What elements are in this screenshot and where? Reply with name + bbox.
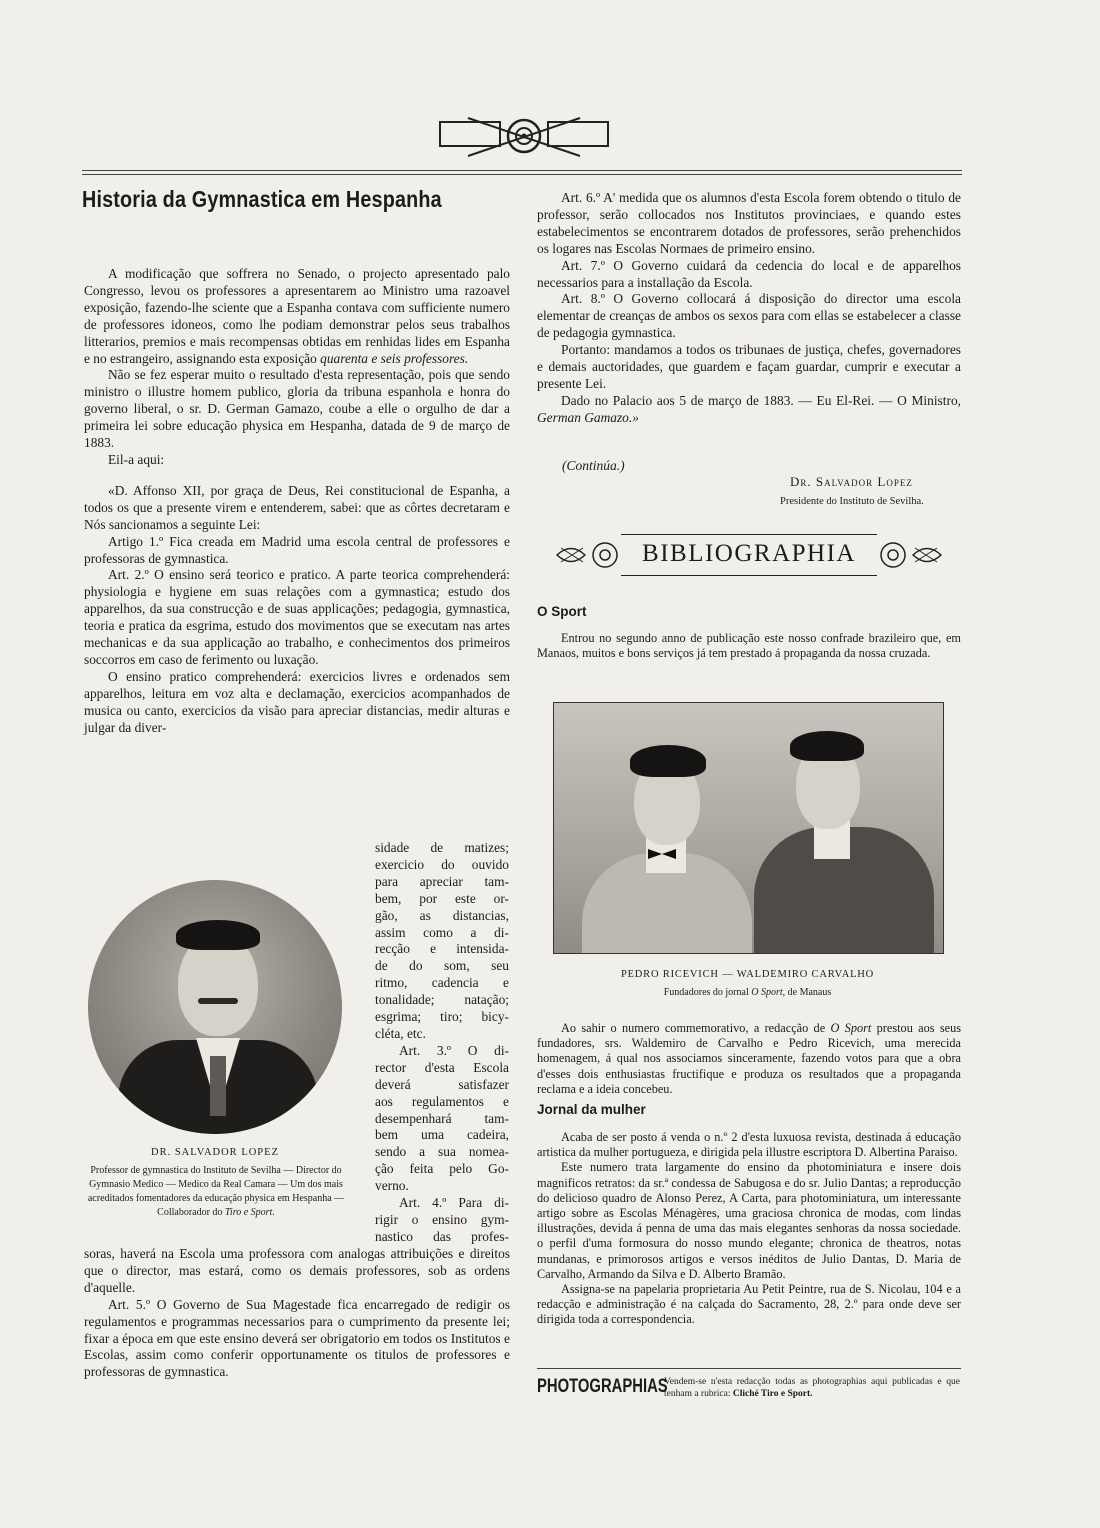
narrow-text-column — [375, 840, 509, 1246]
narrow-text-line: cléta, etc. — [375, 1025, 426, 1041]
narrow-text-line: esgrima; tiro; bicy- — [375, 1009, 509, 1025]
portrait-caption: Professor de gymnastica do Instituto de Sevilha — Director do Gymnasio Medico — Medico da Real Camara — Um dos mais acreditados fomentadores da educação physica em Hespanha — Collaborador do Tiro e Sport. — [87, 1165, 345, 1218]
photo-names: PEDRO RICEVICH — WALDEMIRO CARVALHO — [620, 969, 875, 980]
narrow-text-line: deverá satisfazer — [375, 1076, 509, 1092]
footer-rule — [537, 1368, 961, 1369]
left-column — [84, 266, 510, 736]
portrait-name: DR. SALVADOR LOPEZ — [151, 1147, 279, 1158]
narrow-text-line: nastico das profes- — [375, 1228, 509, 1244]
article-paragraph: Não se fez esperar muito o resultado d'esta representação, pois que sendo ministro o illustre homem publico, gloria da tribuna espanhola e honra do governo liberal, o sr. D. German Gamazo, coube a elle o orgulho de dar a primeira lei sobre educação physica em Hespanha, datada de 9 de março de 1883. — [84, 367, 510, 451]
law-article: Art. 2.º O ensino será teorico e pratico. A parte teorica comprehenderá: physiologia e hygiene em suas relações com a gymnastica; estudo dos apparelhos, da sua construcção e de suas applicações; pedagogia, gymnastica, teoria e pratica da esgrima, estudo dos movimentos que se executam nas artes mechanicas e da sua applicação ao trabalho, e conhecimentos dos primeiros soccorros em caso de ferimento ou luxação. — [84, 567, 510, 667]
article-author: Dr. Salvador Lopez — [790, 474, 913, 489]
o-sport-text: Entrou no segundo anno de publicação este nosso confrade brazileiro que, em Manaos, muitos e bons serviços já tem prestado á propaganda da nossa cruzada. — [537, 631, 961, 661]
narrow-text-line: desempenhará tam- — [375, 1110, 509, 1126]
narrow-text-line: bem, por este or- — [375, 890, 509, 906]
narrow-text-line: ritmo, cadencia e — [375, 975, 509, 991]
portrait-salvador-lopez — [88, 880, 342, 1134]
law-article: Art. 5.º O Governo de Sua Magestade fica encarregado de redigir os regulamentos e programmas necessarios para o cumprimento da presente lei; fixar a época em que este ensino deverá ser obrigatorio em todos os Institutos e Escolas, assim como conferir opportunamente os titulos de professores e professoras de gymnastica. — [84, 1296, 510, 1380]
law-preamble: «D. Affonso XII, por graça de Deus, Rei constitucional de Espanha, a todos os que a presente virem e entenderem, sabei: que as côrtes decretaram e Nós sancionamos a seguinte Lei: — [84, 482, 510, 532]
narrow-text-line: rigir o ensino gym- — [375, 1211, 509, 1227]
narrow-text-line: sendo a sua nomea- — [375, 1144, 509, 1160]
law-article: O ensino pratico comprehenderá: exercicios livres e ordenados sem apparelhos, leitura em voz alta e declamação, exercicios acompanhados de musica ou canto, exercicios da visão para apreciar distancias, medir alturas e julgar da diver- — [84, 668, 510, 735]
left-column-continued — [84, 1246, 510, 1381]
bibliographia-title: BIBLIOGRAPHIA — [642, 540, 856, 567]
narrow-text-line: verno. — [375, 1178, 409, 1194]
narrow-text-line: assim como a di- — [375, 924, 509, 940]
masthead-rule-bottom — [82, 174, 962, 175]
narrow-text-line: sidade de matizes; — [375, 840, 509, 855]
law-article: soras, haverá na Escola uma professora com analogas attribuições e direitos que o director, mas estará, como os demais professores, sob as ordens d'aquelle. — [84, 1246, 510, 1295]
article-paragraph: Eil-a aqui: — [108, 451, 165, 467]
law-article: Art. 8.º O Governo collocará á disposição do director uma escola elementar de creanças de ambos os sexos para com ellas se estabelecer a classe de pedagogia gymnastica. — [537, 291, 961, 341]
section-title-o-sport: O Sport — [537, 604, 587, 619]
bibliographia-header — [555, 530, 943, 580]
narrow-text-line: para apreciar tam- — [375, 873, 509, 889]
law-article: Artigo 1.º Fica creada em Madrid uma escola central de professores e professoras de gymnastica. — [84, 533, 510, 566]
narrow-text-line: aos regulamentos e — [375, 1093, 509, 1109]
photo-founders — [553, 702, 944, 954]
narrow-text-line: de do som, seu — [375, 958, 509, 974]
narrow-text-line: ção feita pelo Go- — [375, 1161, 509, 1177]
photo-caption: Fundadores do jornal O Sport, de Manaus — [663, 987, 832, 998]
right-column — [537, 190, 961, 427]
law-article: Dado no Palacio aos 5 de março de 1883. — Eu El-Rei. — O Ministro, German Gamazo.» — [537, 392, 961, 425]
law-article: Art. 6.º A' medida que os alumnos d'esta Escola forem obtendo o titulo de professor, serão collocados nos Institutos provinciaes, e quando estes estabelecimentos se encontrarem dotados de professores, serão prehenchidos os logares nas Escolas Normaes de primeiro ensino. — [537, 190, 961, 256]
narrow-text-line: Art. 4.º Para di- — [399, 1195, 509, 1211]
law-article: Portanto: mandamos a todos os tribunaes de justiça, chefes, governadores e demais auctoridades, que guardem e façam guardar, cumprir e executar a presente Lei. — [537, 342, 961, 391]
continua-note: (Continúa.) — [562, 458, 625, 473]
narrow-text-line: recção e intensida- — [375, 941, 509, 957]
narrow-text-line: exercicio do ouvido — [375, 856, 509, 872]
masthead-rule-top — [82, 170, 962, 171]
ornament-right-icon — [877, 538, 943, 572]
law-article: Art. 7.º O Governo cuidará da cedencia do local e de apparelhos necessarios para a installação da Escola. — [537, 257, 961, 290]
section-title-jornal-da-mulher: Jornal da mulher — [537, 1102, 646, 1117]
article-title: Historia da Gymnastica em Hespanha — [82, 186, 442, 212]
narrow-text-line: gão, as distancias, — [375, 907, 509, 923]
narrow-text-line: Art. 3.º O di- — [399, 1042, 509, 1058]
article-paragraph: A modificação que soffrera no Senado, o projecto apresentado palo Congresso, levou os professores a apresentarem ao Ministro uma razoavel exposição, fazendo-lhe sciente que a Espanha contava com sufficiente numero de professores idoneos, como lhe podiam demonstrar pelos seus trabalhos litterarios, premios e mais recompensas obtidas em renhidas lides em Espanha e no estrangeiro, assignando esta exposição quarenta e seis professores. — [84, 266, 510, 366]
article-author-role: Presidente do Instituto de Sevilha. — [780, 496, 924, 507]
ornament-left-icon — [555, 538, 621, 572]
footer-label: PHOTOGRAPHIAS — [537, 1376, 668, 1397]
narrow-text-line: bem uma cadeira, — [375, 1127, 509, 1143]
footer-text: Vendem-se n'esta redacção todas as photographias aqui publicadas e que tenham a rubrica: Cliché Tiro e Sport. — [664, 1377, 960, 1399]
masthead-logo — [438, 116, 610, 160]
jornal-da-mulher-text: Acaba de ser posto á venda o n.º 2 d'esta luxuosa revista, destinada á educação artistica da mulher portugueza, e dirigida pela illustre escriptora D. Albertina Paraiso. Este numero trata largamente do ensino da photominiatura e insere dois magnificos retratos: da sr.ª condessa de Sabugosa e do sr. Julio Dantas; a reproducção do delicioso quadro de Alonso Perez, A Carta, para photominiatura, um interessante artigo sobre as Escolas Ménagères, uma graciosa chronica de modas, com lindas illustrações, devida á penna de uma das mais elegantes senhoras da nossa sociedade. o perfil d'uma formosura do nosso mundo elegante; chronica de theatros, notas mundanas, e primorosos artigos e versos inéditos de Julio Dantas, D. Maria de Carvalho, Armando da Silva e D. Alberto Bramão. Assigna-se na papelaria proprietaria Au Petit Peintre, rua de S. Nicolau, 104 e a redacção e administração é na calçada do Sacramento, 28, 2.º para onde deve ser dirigida toda a correspondencia. — [537, 1130, 961, 1327]
narrow-text-line: rector d'esta Escola — [375, 1059, 509, 1075]
narrow-text-line: tonalidade; natação; — [375, 992, 509, 1008]
o-sport-text-2: Ao sahir o numero commemorativo, a redacção de O Sport prestou aos seus fundadores, srs. Waldemiro de Carvalho e Pedro Ricevich, uma merecida homenagem, á qual nos associamos sinceramente, fazendo votos para que a obra d'esses dois enthusiastas fructifique e produza os resultados que a propaganda reclama e a ideia concebeu. — [537, 1021, 962, 1096]
